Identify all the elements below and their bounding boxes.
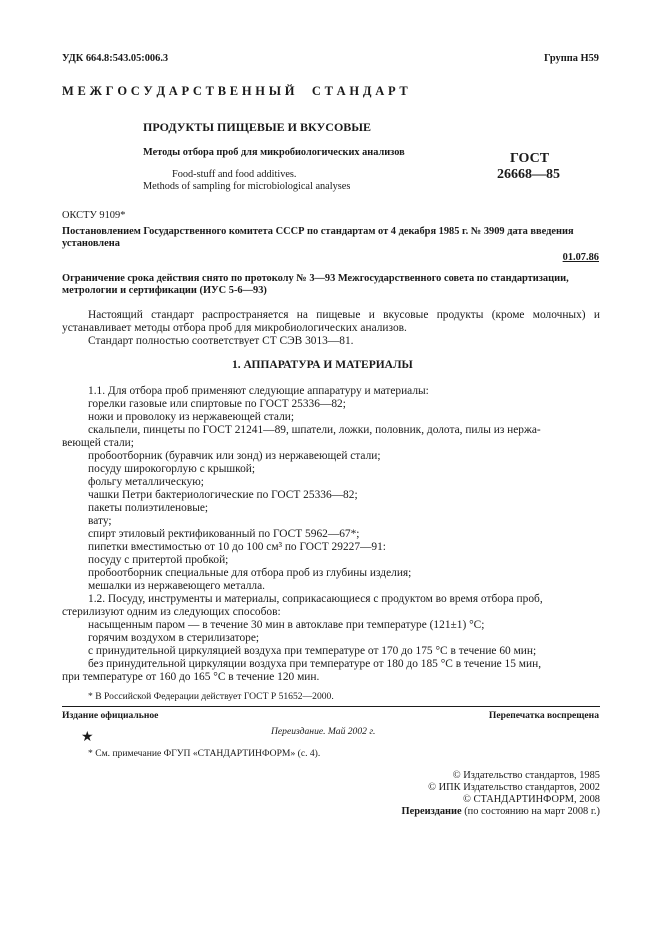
section-line: горелки газовые или спиртовые по ГОСТ 25336—82; [88,398,346,410]
section-line: пакеты полиэтиленовые; [88,502,209,514]
intro-paragraph-1: Настоящий стандарт распространяется на пищевые и вкусовые продукты (кроме молочных) и устанавливает методы отбора проб для микробиологических анализов. [62,309,600,334]
section-heading: 1. АППАРАТУРА И МАТЕРИАЛЫ [232,359,413,371]
intro-paragraph-2: Стандарт полностью соответствует СТ СЭВ 3013—81. [88,335,354,347]
section-line: насыщенным паром — в течение 30 мин в автоклаве при температуре (121±1) °С; [88,619,485,631]
section-line: стерилизуют одним из следующих способов: [62,606,281,618]
section-line: спирт этиловый ректификованный по ГОСТ 5962—67*; [88,528,360,540]
section-line: 1.1. Для отбора проб применяют следующие аппаратуру и материалы: [88,385,429,397]
section-line: чашки Петри бактериологические по ГОСТ 25336—82; [88,489,358,501]
okstu-code: ОКСТУ 9109* [62,210,126,221]
section-line: 1.2. Посуду, инструменты и материалы, соприкасающиеся с продуктом во время отбора проб, [88,593,543,605]
section-body [62,385,604,684]
reissue-state: (по состоянию на март 2008 г.) [461,806,600,817]
copyright-line: © СТАНДАРТИНФОРМ, 2008 [463,794,600,805]
section-line: при температуре от 160 до 165 °С в течение 120 мин. [62,671,320,683]
document-subtitle: Методы отбора проб для микробиологических анализов [143,147,405,158]
section-line: веющей стали; [62,437,134,449]
english-title-line-1: Food-stuff and food additives. [172,169,297,180]
section-line: посуду с притертой пробкой; [88,554,229,566]
copyright-line: © Издательство стандартов, 1985 [452,770,600,781]
standard-type-heading: М Е Ж Г О С У Д А Р С Т В Е Н Н Ы Й С Т А Н Д А Р Т [62,84,408,98]
section-line: мешалки из нержавеющего металла. [88,580,266,592]
section-line: ножи и проволоку из нержавеющей стали; [88,411,295,423]
gost-number: 26668—85 [497,167,560,182]
english-title-line-2: Methods of sampling for microbiological analyses [143,181,351,192]
section-line: горячим воздухом в стерилизаторе; [88,632,260,644]
gost-label: ГОСТ [510,151,550,166]
decree-text: Постановлением Государственного комитета СССР по стандартам от 4 декабря 1985 г. № 3909 дата введения установлена [62,226,574,249]
section-line: пробоотборник (буравчик или зонд) из нержавеющей стали; [88,450,381,462]
udc-code: УДК 664.8:543.05:006.3 [62,53,169,64]
intro-date: 01.07.86 [562,252,599,263]
restriction-note: Ограничение срока действия снято по протоколу № 3—93 Межгосударственного совета по стандартизации, метрологии и сертификации (ИУС 5-6—93) [62,273,569,296]
section-line: посуду широкогорлую с крышкой; [88,463,256,475]
star-icon: ★ [81,730,94,745]
footnote-1: * В Российской Федерации действует ГОСТ Р 51652—2000. [88,691,334,702]
copyright-block [385,770,600,818]
section-line: скальпели, пинцеты по ГОСТ 21241—89, шпатели, ложки, половник, долота, пилы из нержа- [88,424,541,436]
section-line: вату; [88,515,112,527]
section-line: без принудительной циркуляции воздуха при температуре от 180 до 185 °С в течение 15 мин, [88,658,542,670]
reissue-label: Переиздание [401,806,462,817]
document-title: ПРОДУКТЫ ПИЩЕВЫЕ И ВКУСОВЫЕ [143,120,372,134]
reissue-note: Переиздание. Май 2002 г. [271,726,376,737]
copyright-line: © ИПК Издательство стандартов, 2002 [428,782,600,793]
section-line: фольгу металлическую; [88,476,204,488]
divider-line [62,706,600,707]
section-line: пипетки вместимостью от 10 до 100 см³ по ГОСТ 29227—91: [88,541,386,553]
reissue-line [385,806,600,818]
section-line: пробоотборник специальные для отбора проб из глубины изделия; [88,567,412,579]
official-edition-label: Издание официальное [62,710,159,721]
footnote-2: * См. примечание ФГУП «СТАНДАРТИНФОРМ» (с. 4). [88,748,321,759]
section-line: с принудительной циркуляцией воздуха при температуре от 170 до 175 °С в течение 60 мин; [88,645,537,657]
group-code: Группа Н59 [543,53,599,64]
reprint-prohibited-label: Перепечатка воспрещена [488,710,599,721]
